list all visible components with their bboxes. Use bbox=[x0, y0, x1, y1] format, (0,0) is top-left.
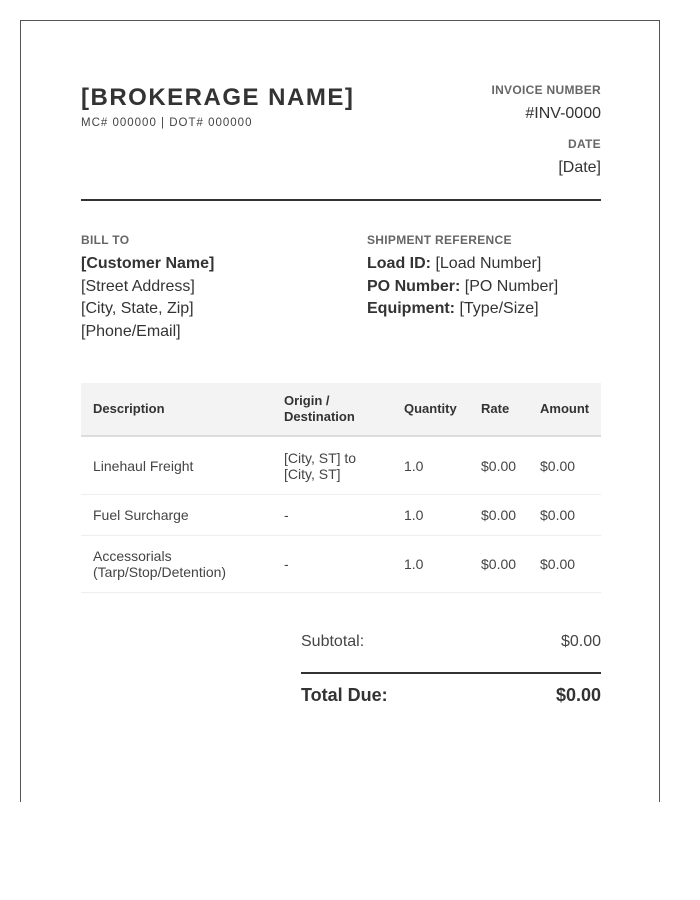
subtotal-label: Subtotal: bbox=[301, 633, 365, 650]
row-description-line1: Linehaul Freight bbox=[93, 457, 194, 474]
header-origin-line2: Destination bbox=[284, 409, 355, 424]
po-number-line bbox=[367, 276, 558, 299]
load-id-label: Load ID: bbox=[367, 255, 431, 272]
row-rate: $0.00 bbox=[481, 457, 517, 474]
bill-to-block bbox=[81, 253, 214, 343]
row-rate: $0.00 bbox=[481, 507, 517, 523]
header-origin-destination bbox=[284, 393, 389, 425]
invoice-date: [Date] bbox=[558, 159, 601, 176]
subtotal-value: $0.00 bbox=[560, 633, 601, 650]
row-description-line1: Accessorials bbox=[93, 548, 172, 564]
total-due-value: $0.00 bbox=[555, 685, 601, 705]
total-due-label: Total Due: bbox=[301, 685, 388, 705]
equipment-value: [Type/Size] bbox=[459, 300, 539, 317]
header-amount: Amount bbox=[540, 401, 590, 416]
invoice-number-label: INVOICE NUMBER bbox=[491, 83, 601, 97]
row-origin-line2: [City, ST] bbox=[284, 465, 341, 482]
row-description bbox=[93, 458, 273, 474]
table-row bbox=[81, 495, 601, 536]
row-description bbox=[93, 507, 273, 523]
brokerage-name: [BROKERAGE NAME] bbox=[81, 84, 355, 111]
table-header-row bbox=[81, 383, 601, 437]
shipment-reference-block bbox=[367, 253, 558, 321]
header-rate: Rate bbox=[481, 401, 510, 416]
row-rate: $0.00 bbox=[481, 556, 517, 572]
city-state-zip: [City, State, Zip] bbox=[81, 300, 194, 317]
po-number-label: PO Number: bbox=[367, 277, 461, 295]
row-quantity: 1.0 bbox=[404, 507, 424, 523]
shipment-reference-label: SHIPMENT REFERENCE bbox=[367, 233, 512, 247]
totals-divider bbox=[301, 672, 601, 674]
row-origin-destination bbox=[284, 450, 389, 482]
equipment-label: Equipment: bbox=[367, 300, 455, 317]
load-id-value: [Load Number] bbox=[435, 255, 542, 272]
po-number-value: [PO Number] bbox=[464, 277, 559, 295]
row-origin-destination bbox=[284, 507, 389, 523]
table-row bbox=[81, 437, 601, 495]
header-divider bbox=[81, 199, 601, 201]
header-quantity: Quantity bbox=[404, 401, 457, 416]
row-quantity: 1.0 bbox=[404, 457, 424, 474]
subtotal-row bbox=[301, 633, 601, 657]
row-amount: $0.00 bbox=[540, 457, 576, 474]
table-row bbox=[81, 536, 601, 593]
equipment-line bbox=[367, 298, 558, 321]
row-origin-destination bbox=[284, 556, 389, 572]
row-description-line1: Fuel Surcharge bbox=[93, 507, 189, 523]
invoice-number: #INV-0000 bbox=[525, 105, 601, 122]
header-origin-line1: Origin / bbox=[284, 393, 330, 408]
row-amount: $0.00 bbox=[540, 556, 576, 572]
customer-name: [Customer Name] bbox=[81, 255, 215, 272]
row-quantity: 1.0 bbox=[404, 556, 424, 572]
date-label: DATE bbox=[568, 137, 601, 151]
phone-email: [Phone/Email] bbox=[81, 322, 181, 340]
line-items-table bbox=[81, 383, 601, 593]
row-origin-line1: - bbox=[284, 507, 289, 523]
street-address: [Street Address] bbox=[81, 277, 195, 295]
row-origin-line1: [City, ST] to bbox=[284, 449, 357, 466]
row-description-line2: (Tarp/Stop/Detention) bbox=[93, 564, 227, 580]
load-id-line bbox=[367, 253, 558, 276]
header-description: Description bbox=[93, 401, 165, 416]
registration-numbers: MC# 000000 | DOT# 000000 bbox=[81, 117, 253, 129]
total-due-row bbox=[301, 685, 601, 709]
row-amount: $0.00 bbox=[540, 507, 576, 523]
row-description bbox=[93, 548, 273, 580]
row-origin-line1: - bbox=[284, 556, 289, 572]
bill-to-label: BILL TO bbox=[81, 233, 130, 247]
invoice-page bbox=[20, 20, 660, 802]
